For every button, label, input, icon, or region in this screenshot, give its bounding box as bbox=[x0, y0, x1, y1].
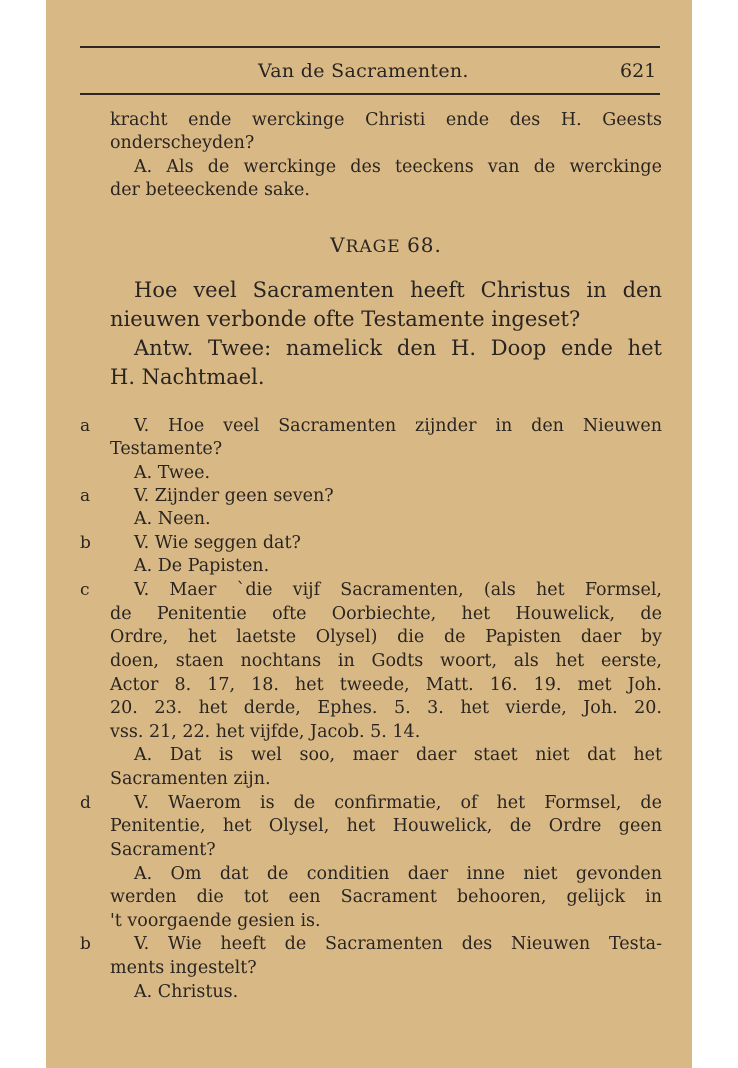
catechism-line: vss. 21, 22. het vijfde, Jacob. 5. 14. bbox=[110, 722, 421, 742]
catechism-line: Sacrament? bbox=[110, 840, 216, 860]
page-text bbox=[110, 0, 662, 1068]
catechism-line: A. Neen. bbox=[134, 509, 211, 529]
catechism-line: A. Christus. bbox=[134, 982, 239, 1002]
text-line: onderscheyden? bbox=[110, 133, 255, 153]
running-title: Van de Sacramenten. bbox=[258, 60, 469, 82]
catechism-line: V. Zijnder geen seven? bbox=[134, 486, 334, 506]
text-line: kracht ende werckinge Christi ende des H. Geests bbox=[110, 110, 662, 130]
catechism-line: doen, staen nochtans in Godts woort, als het eerste, bbox=[110, 651, 662, 671]
catechism-line: Testamente? bbox=[110, 439, 223, 459]
catechism-line: A. Om dat de conditien daer inne niet gevonden bbox=[134, 864, 662, 884]
margin-note: d bbox=[80, 793, 91, 813]
catechism-line: Penitentie, het Olysel, het Houwelick, de Ordre geen bbox=[110, 816, 662, 836]
text-line: der beteeckende sake. bbox=[110, 180, 310, 200]
margin-note: b bbox=[80, 934, 91, 954]
catechism-line: 't voorgaende gesien is. bbox=[110, 911, 321, 931]
catechism-line: A. De Papisten. bbox=[134, 556, 270, 576]
margin-note: a bbox=[80, 486, 91, 506]
catechism-line: Sacramenten zijn. bbox=[110, 769, 271, 789]
catechism-line: 20. 23. het derde, Ephes. 5. 3. het vierde, Joh. 20. bbox=[110, 698, 662, 718]
catechism-line: ments ingestelt? bbox=[110, 958, 257, 978]
main-answer-line: H. Nachtmael. bbox=[110, 365, 265, 389]
heading-initial: V bbox=[330, 233, 346, 257]
catechism-line: V. Wie seggen dat? bbox=[134, 533, 301, 553]
catechism-line: werden die tot een Sacrament behooren, gelijck in bbox=[110, 887, 662, 907]
catechism-line: de Penitentie ofte Oorbiechte, het Houwelick, de bbox=[110, 604, 662, 624]
main-answer-line: Antw. Twee: namelick den H. Doop ende het bbox=[134, 336, 662, 360]
margin-note: a bbox=[80, 416, 91, 436]
question-heading bbox=[110, 233, 662, 257]
catechism-line: Ordre, het laetste Olysel) die de Papisten daer by bbox=[110, 627, 662, 647]
heading-number: 68. bbox=[407, 233, 442, 257]
catechism-line: Actor 8. 17, 18. het tweede, Matt. 16. 19. met Joh. bbox=[110, 675, 662, 695]
margin-note: b bbox=[80, 533, 91, 553]
catechism-line: A. Dat is wel soo, maer daer staet niet dat het bbox=[134, 745, 662, 765]
text-line: A. Als de werckinge des teeckens van de werckinge bbox=[134, 157, 662, 177]
main-question-line: Hoe veel Sacramenten heeft Christus in den bbox=[134, 278, 662, 302]
main-question-line: nieuwen verbonde ofte Testamente ingeset? bbox=[110, 307, 581, 331]
catechism-line: V. Waerom is de confirmatie, of het Formsel, de bbox=[134, 793, 662, 813]
catechism-line: A. Twee. bbox=[134, 463, 211, 483]
catechism-line: V. Hoe veel Sacramenten zijnder in den Nieuwen bbox=[134, 416, 662, 436]
heading-rest: RAGE bbox=[345, 237, 401, 257]
catechism-line: V. Maer `die vijf Sacramenten, (als het Formsel, bbox=[134, 580, 662, 600]
catechism-line: V. Wie heeft de Sacramenten des Nieuwen Testa- bbox=[134, 934, 662, 954]
margin-note: c bbox=[80, 580, 90, 600]
page-number: 621 bbox=[620, 60, 657, 82]
